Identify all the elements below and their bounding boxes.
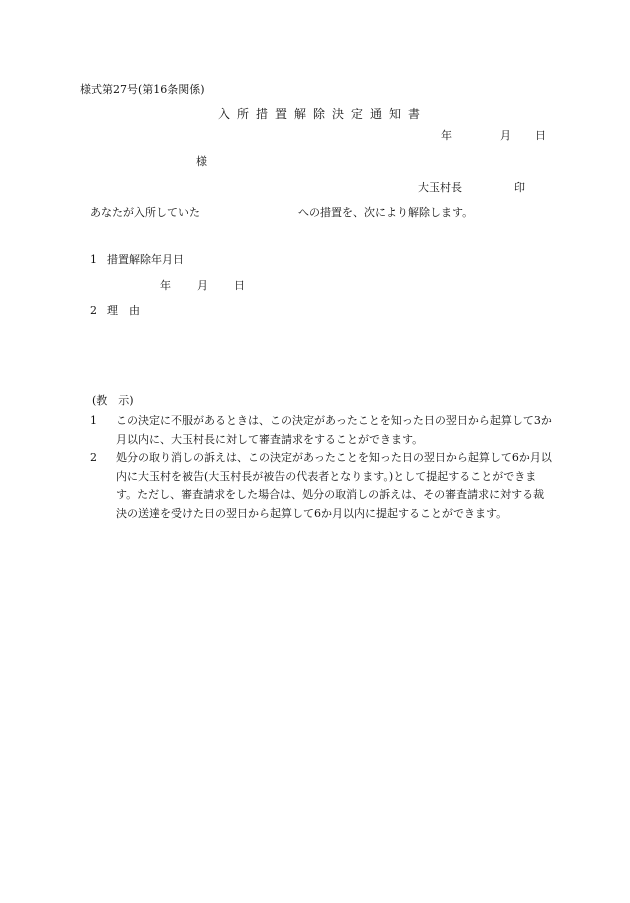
notice-paragraph-1-text: この決定に不服があるときは、この決定があったことを知った日の翌日から起算して3か月以内に、大玉村長に対して審査請求をすることができます。: [116, 414, 552, 446]
seal-mark: 印: [514, 181, 525, 194]
item-1-number: 1: [90, 253, 97, 266]
year-label: 年: [441, 129, 452, 142]
day-label: 日: [535, 129, 546, 142]
issuer-line: [418, 182, 525, 193]
release-day-label: 日: [234, 279, 245, 292]
intro-after: への措置を、次により解除します。: [298, 206, 474, 219]
document-title: 入所措置解除決定通知書: [218, 107, 428, 121]
form-number: 様式第27号(第16条関係): [80, 83, 205, 96]
notice-body: [90, 412, 555, 523]
item-2-number: 2: [90, 304, 97, 317]
intro-before: あなたが入所していた: [90, 206, 200, 219]
notice-paragraph-2-number: 2: [90, 451, 97, 464]
addressee-honorific: 様: [196, 155, 207, 168]
notice-paragraph-1: [90, 412, 555, 449]
item-2: [90, 305, 140, 316]
notice-paragraph-2: [90, 449, 555, 523]
notice-paragraph-2-text: 処分の取り消しの訴えは、この決定があったことを知った日の翌日から起算して6か月以内に大玉村を被告(大玉村長が被告の代表者となります。)として提起することができます。ただし、審査請求をした場合は、処分の取消しの訴えは、その審査請求に対する裁決の送達を受けた日の翌日から起算して6か月以内に提起することができます。: [116, 451, 552, 520]
item-2-label: 理 由: [107, 304, 140, 317]
release-year-label: 年: [160, 279, 171, 292]
item-1: [90, 254, 184, 265]
intro-sentence: [90, 207, 473, 218]
item-1-label: 措置解除年月日: [107, 253, 184, 266]
month-label: 月: [500, 129, 511, 142]
release-month-label: 月: [197, 279, 208, 292]
release-date: [160, 280, 245, 291]
notice-heading: (教 示): [92, 394, 134, 407]
issuer-name: 大玉村長: [418, 181, 462, 194]
notice-paragraph-1-number: 1: [90, 414, 97, 427]
issue-date: [441, 130, 546, 141]
